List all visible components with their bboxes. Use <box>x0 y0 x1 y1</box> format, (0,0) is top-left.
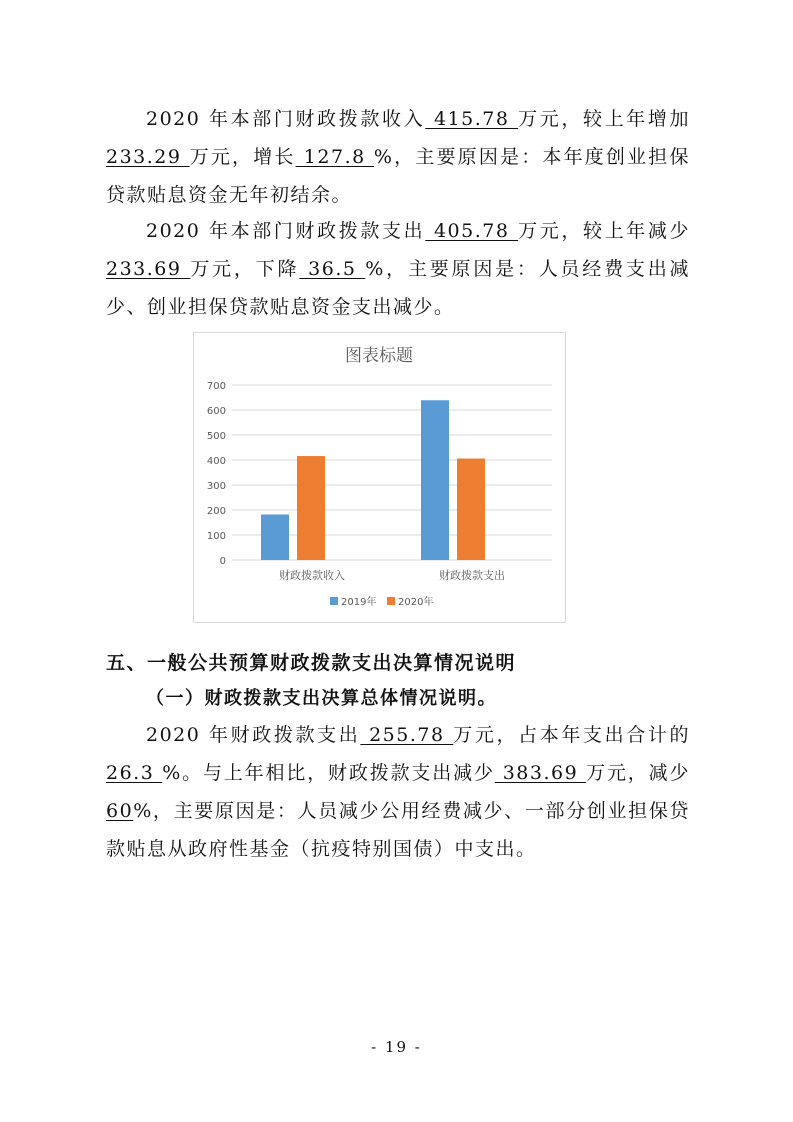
expenditure-amount: 405.78 <box>425 220 519 242</box>
text: %。与上年相比，财政拨款支出减少 <box>162 762 495 784</box>
text: 2020 年财政拨款支出 <box>146 724 361 746</box>
y-tick-label: 200 <box>206 506 226 517</box>
bar-2019年-财政拨款支出 <box>421 400 449 560</box>
expenditure-decline-rate: 36.5 <box>299 258 366 280</box>
chart-title: 图表标题 <box>345 346 413 366</box>
expenditure-decrease: 233.69 <box>106 258 191 280</box>
x-category-label: 财政拨款支出 <box>439 569 505 582</box>
y-tick-label: 0 <box>219 556 226 567</box>
y-tick-label: 500 <box>206 431 226 442</box>
fiscal-expenditure-amount: 255.78 <box>360 724 454 746</box>
y-tick-label: 700 <box>206 381 226 392</box>
legend-label: 2019年 <box>341 597 377 608</box>
reduction-rate: 60 <box>106 800 134 822</box>
expenditure-share: 26.3 <box>106 762 163 784</box>
revenue-amount: 415.78 <box>425 108 519 130</box>
y-tick-label: 100 <box>206 531 226 542</box>
text: 2020 年本部门财政拨款收入 <box>146 108 426 130</box>
x-category-label: 财政拨款收入 <box>279 569 345 582</box>
paragraph-expenditure <box>106 212 690 326</box>
bar-2019年-财政拨款收入 <box>261 515 289 561</box>
paragraph-revenue <box>106 100 690 214</box>
text: %，主要原因是：人员减少公用经费减少、一部分创业担保贷款贴息从政府性基金（抗疫特别国债）中支出。 <box>106 800 690 860</box>
bar-chart <box>193 332 566 623</box>
revenue-increase: 233.29 <box>106 146 190 168</box>
section-heading: 五、一般公共预算财政拨款支出决算情况说明 <box>106 652 517 674</box>
text: 万元，增长 <box>189 146 296 168</box>
subsection-heading: （一）财政拨款支出决算总体情况说明。 <box>146 688 497 709</box>
chart-svg <box>194 333 565 622</box>
bar-2020年-财政拨款支出 <box>457 459 485 560</box>
page-number: - 19 - <box>371 1038 422 1056</box>
text: 2020 年本部门财政拨款支出 <box>146 220 426 242</box>
y-tick-label: 300 <box>206 481 226 492</box>
y-tick-label: 600 <box>206 406 226 417</box>
text: 万元，占本年支出合计的 <box>453 724 690 746</box>
paragraph-overall-expenditure <box>106 716 690 868</box>
legend-swatch <box>387 597 395 605</box>
text: %，主要原因是：人员经费支出减少、创业担保贷款贴息资金支出减少。 <box>106 258 690 318</box>
text: %，主要原因是：本年度创业担保贷款贴息资金无年初结余。 <box>106 146 690 206</box>
revenue-growth-rate: 127.8 <box>295 146 374 168</box>
text: 万元，下降 <box>190 258 300 280</box>
bar-2020年-财政拨款收入 <box>297 456 325 560</box>
y-tick-label: 400 <box>206 456 226 467</box>
legend-swatch <box>330 597 338 605</box>
text: 万元，较上年减少 <box>518 220 690 242</box>
legend-label: 2020年 <box>398 597 434 608</box>
text: 万元，减少 <box>586 762 690 784</box>
expenditure-reduction: 383.69 <box>494 762 587 784</box>
text: 万元，较上年增加 <box>518 108 690 130</box>
